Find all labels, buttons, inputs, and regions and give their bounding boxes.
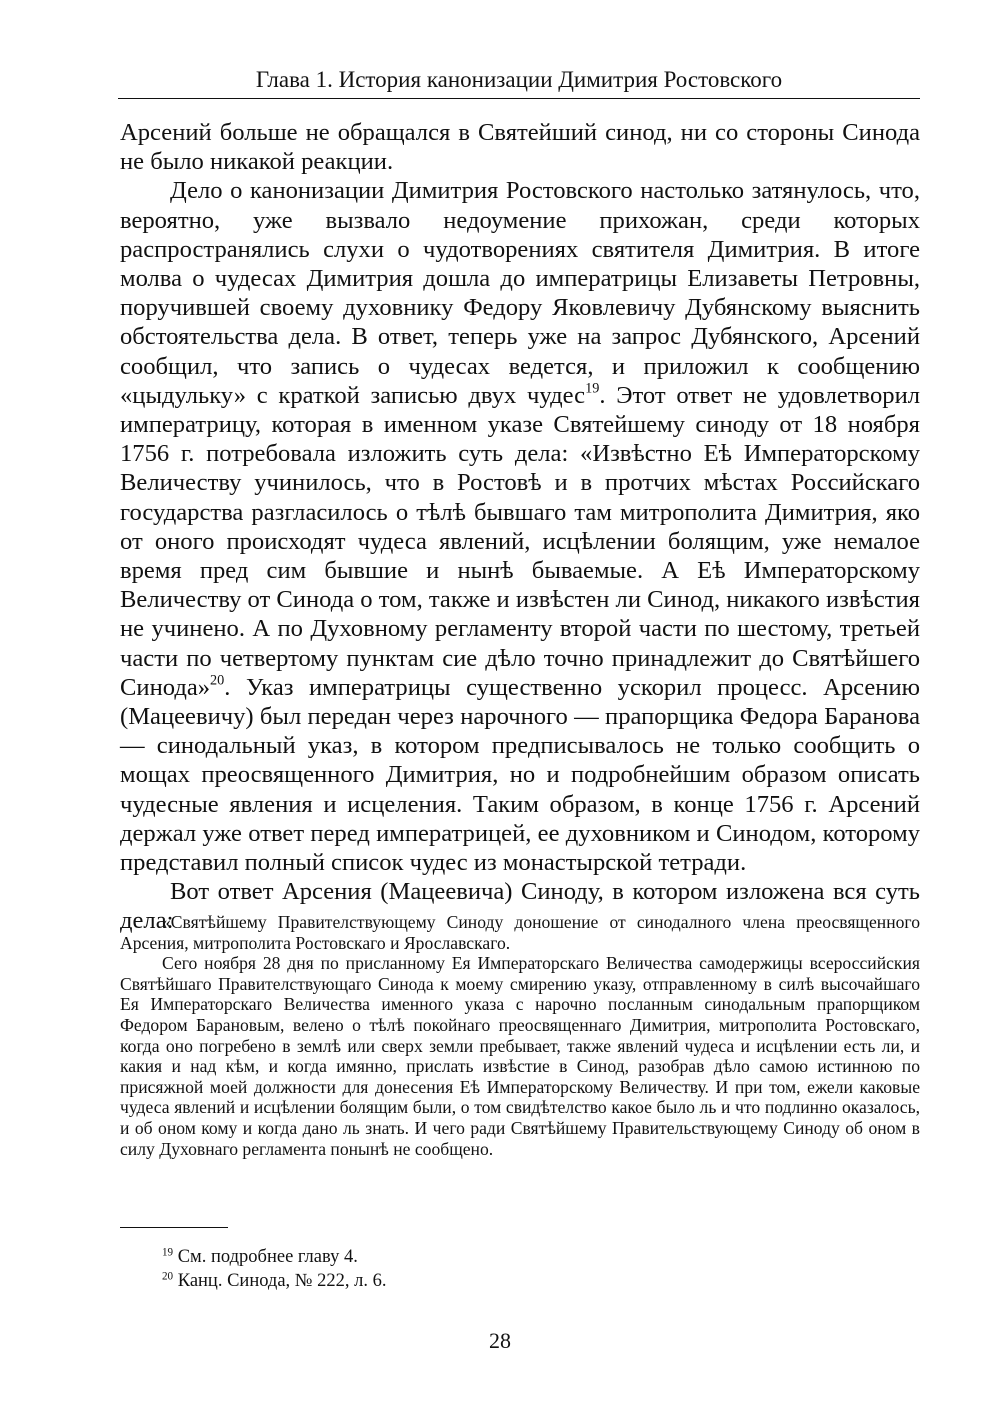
footnote-20 xyxy=(162,1269,862,1293)
paragraph-2-part-a: Дело о канонизации Димитрия Ростовского настолько затянулось, что, вероятно, уже вызвало недоумение прихожан, среди которых распространялись слухи о чудотворениях святителя Димитрия. В итоге молва о чудесах Димитрия дошла до императрицы Елизаветы Петровны, поручившей своему духовнику Федору Яковлевичу Дубянскому выяснить обстоятельства дела. В ответ, теперь уже на запрос Дубянского, Арсений сообщил, что запись о чудесах ведется, и приложил к сообщению «цыдульку» с краткой записью двух чудес xyxy=(120,177,920,409)
footnote-text: Канц. Синода, № 222, л. 6. xyxy=(177,1271,387,1291)
paragraph-2 xyxy=(120,176,920,877)
footnote-ref-20[interactable]: 20 xyxy=(210,672,225,689)
footnote-ref-19[interactable]: 19 xyxy=(585,380,600,397)
footnotes xyxy=(162,1245,862,1293)
footnote-19 xyxy=(162,1245,862,1269)
paragraph-1: Арсений больше не обращался в Святейший синод, ни со стороны Синода не было никакой реакции. xyxy=(120,119,920,176)
block-quote xyxy=(120,912,920,1159)
header-divider xyxy=(118,98,920,99)
quote-paragraph-1: «Святѣйшему Правителствующему Синоду доношение от синодалного члена преосвященного Арсения, митрополита Ростовскаго и Ярославскаго. xyxy=(120,912,920,953)
running-header: Глава 1. История канонизации Димитрия Ростовского xyxy=(255,67,783,92)
paragraph-2-part-c: . Указ императрицы существенно ускорил процесс. Арсению (Мацеевичу) был передан через нарочного — прапорщика Федора Баранова — синодальный указ, в котором предписывалось не только сообщить о мощах преосвященного Димитрия, но и подробнейшим образом описать чудесные явления и исцеления. Таким образом, в конце 1756 г. Арсений держал уже ответ перед императрицей, ее духовником и Синодом, которому представил полный список чудес из монастырской тетради. xyxy=(120,673,920,877)
footnote-divider xyxy=(120,1227,228,1228)
paragraph-3: Вот ответ Арсения (Мацеевича) Синоду, в котором изложена вся суть дела: xyxy=(120,878,920,935)
footnote-number: 19 xyxy=(162,1246,174,1259)
footnote-number: 20 xyxy=(162,1270,174,1283)
footnote-text: См. подробнее главу 4. xyxy=(177,1247,358,1267)
page-number: 28 xyxy=(489,1328,511,1353)
main-text xyxy=(120,118,920,936)
paragraph-2-part-b: . Этот ответ не удовлетворил императрицу, которая в именном указе Святейшему синоду от 18 ноября 1756 г. потребовала изложить суть дела: «Извѣстно Еѣ Императорскому Величеству учинилось, что в Ростовѣ и в протчих мѣстах Российскаго государства разгласилось о тѣлѣ бывшаго там митрополита Димитрия, яко от оного происходят чудеса явлений, исцѣлении болящим, уже немалое время пред сим бывшие и нынѣ бываемые. А Еѣ Императорскому Величеству от Синода о том, также и извѣстен ли Синод, никакого извѣстия не учинено. А по Духовному регламенту второй части по шестому, третьей части по четвертому пунктам сие дѣло точно принадлежит до Святѣйшего Синода» xyxy=(120,381,920,701)
quote-paragraph-2: Сего ноября 28 дня по присланному Ея Императорскаго Величества самодержицы всероссийския Святѣйшаго Правителствующаго Синода к моему смирению указу, отправленному в силѣ высочайшаго Ея Императорскаго Величества именного указа с нарочно посланным синодальным прапорщиком Федором Барановым, велено о тѣлѣ покойнаго преосвященнаго Димитрия, митрополита Ростовскаго, когда оно погребено в землѣ или сверх земли пребывает, также явлений чудеса и исцѣлении есть ли, и какия и над кѣм, и когда имянно, прислать извѣстие в Синод, разобрав дѣло самою истинною по присяжной моей должности для донесения Еѣ Императорскому Величеству. И при том, ежели каковые чудеса явлений и исцѣлении болящим были, о том свидѣтелство какое было ль и что подлинно оказалось, и об оном кому и когда дано ль знать. И чего ради Святѣйшему Правительствующему Синоду об оном в силу Духовнаго регламента понынѣ не сообщено. xyxy=(120,953,920,1159)
